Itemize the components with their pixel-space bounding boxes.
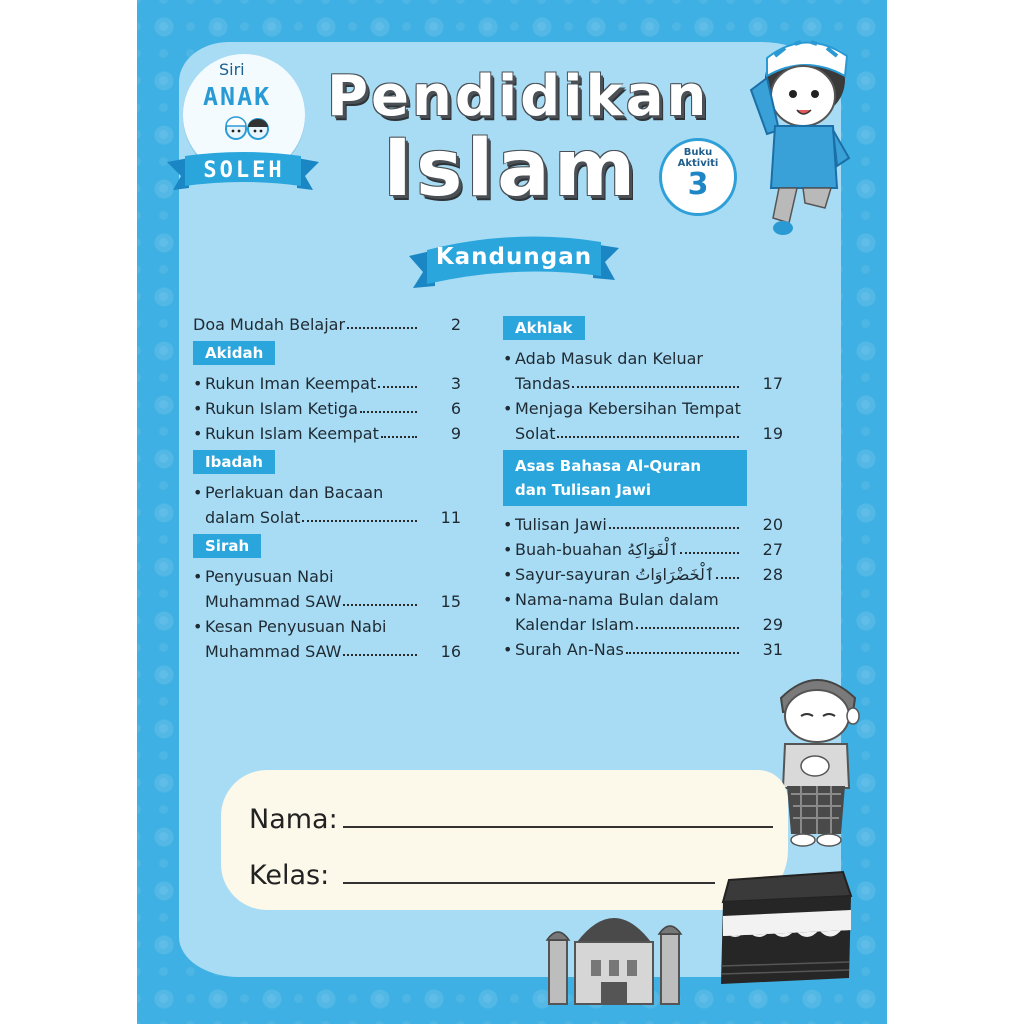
- toc-entry-title: Kalendar Islam: [515, 615, 634, 634]
- activity-book-badge: [659, 138, 737, 216]
- toc-heading-row: [193, 534, 463, 558]
- waving-boy-illustration: [745, 18, 865, 243]
- name-write-line[interactable]: [343, 826, 773, 828]
- toc-entry-line: [503, 537, 785, 562]
- dot-leader: [626, 652, 739, 654]
- toc-page-number: 11: [440, 508, 461, 527]
- toc-page-number: 29: [762, 615, 783, 634]
- toc-entry-line: [503, 637, 785, 662]
- toc-section-heading: Akhlak: [503, 316, 585, 340]
- series-logo: [167, 54, 322, 199]
- toc-entry-line: [193, 614, 463, 639]
- toc-entry-title: Penyusuan Nabi: [205, 567, 334, 586]
- toc-entry-line: [193, 639, 463, 664]
- toc-page-number: 27: [762, 540, 783, 559]
- contents-title: Kandungan: [435, 244, 593, 270]
- dot-leader: [343, 654, 417, 656]
- toc-heading-row: [503, 450, 785, 506]
- badge-number: 3: [687, 167, 709, 202]
- mosque-illustration: [539, 900, 689, 1010]
- badge-line-2: Aktiviti: [677, 158, 719, 169]
- bullet-icon: •: [193, 567, 203, 586]
- toc-heading-row: [193, 341, 463, 365]
- dot-leader: [557, 436, 739, 438]
- toc-page-number: 28: [762, 565, 783, 584]
- toc-heading-row: [193, 450, 463, 474]
- dot-leader: [572, 386, 739, 388]
- toc-entry-line: [193, 505, 463, 530]
- toc-entry-line: [193, 589, 463, 614]
- toc-entry-line: [503, 612, 785, 637]
- logo-soleh-text: SOLEH: [203, 158, 285, 183]
- toc-page-number: 9: [450, 424, 461, 443]
- logo-anak-text: ANAK: [203, 82, 272, 111]
- title-line-2: Islam: [383, 124, 640, 214]
- toc-entry-line: [193, 396, 463, 421]
- toc-entry-line: [503, 587, 785, 612]
- title-line-1: Pendidikan: [327, 64, 710, 129]
- toc-page-number: 15: [440, 592, 461, 611]
- bullet-icon: •: [193, 374, 203, 393]
- dot-leader: [381, 436, 417, 438]
- toc-entry-line: [503, 346, 785, 371]
- class-label: Kelas:: [249, 860, 330, 891]
- toc-entry-line: [503, 396, 785, 421]
- toc-right-column: [503, 312, 785, 662]
- toc-entry-title: Menjaga Kebersihan Tempat: [515, 399, 741, 418]
- toc-entry-line: [503, 512, 785, 537]
- bullet-icon: •: [503, 640, 513, 659]
- toc-entry-title: Doa Mudah Belajar: [193, 315, 346, 334]
- toc-section-heading: Ibadah: [193, 450, 275, 474]
- bullet-icon: •: [503, 540, 513, 559]
- toc-section-heading: Sirah: [193, 534, 261, 558]
- kaaba-illustration: [715, 866, 857, 996]
- toc-entry-line: [503, 421, 785, 446]
- toc-page-number: 31: [762, 640, 783, 659]
- toc-entry-line: [503, 562, 785, 587]
- toc-entry-title: Nama-nama Bulan dalam: [515, 590, 719, 609]
- toc-entry-title: Perlakuan dan Bacaan: [205, 483, 384, 502]
- badge-line-1: Buku: [683, 147, 713, 158]
- dot-leader: [302, 520, 417, 522]
- toc-page-number: 17: [762, 374, 783, 393]
- kids-faces-icon: [222, 114, 272, 142]
- toc-page-number: 20: [762, 515, 783, 534]
- toc-entry-line: [193, 371, 463, 396]
- name-label: Nama:: [249, 804, 338, 835]
- dot-leader: [680, 552, 739, 554]
- dot-leader: [360, 411, 417, 413]
- bullet-icon: •: [193, 399, 203, 418]
- class-write-line[interactable]: [343, 882, 715, 884]
- toc-page-number: 16: [440, 642, 461, 661]
- toc-entry-line: [193, 312, 463, 337]
- toc-entry-title: Buah-buahan ٱلْفَوَاكِهُ: [515, 540, 679, 559]
- toc-left-column: [193, 312, 463, 664]
- bullet-icon: •: [503, 590, 513, 609]
- logo-siri-text: Siri: [219, 60, 245, 79]
- toc-entry-title: Adab Masuk dan Keluar: [515, 349, 703, 368]
- toc-entry-title: Kesan Penyusuan Nabi: [205, 617, 387, 636]
- bullet-icon: •: [193, 424, 203, 443]
- toc-page-number: 3: [450, 374, 461, 393]
- dot-leader: [347, 327, 417, 329]
- dot-leader: [378, 386, 417, 388]
- bullet-icon: •: [193, 483, 203, 502]
- toc-heading-row: [503, 316, 785, 340]
- toc-entry-line: [193, 564, 463, 589]
- bullet-icon: •: [193, 617, 203, 636]
- toc-entry-title: dalam Solat: [205, 508, 301, 527]
- toc-entry-line: [193, 480, 463, 505]
- toc-entry-line: [193, 421, 463, 446]
- toc-section-heading: Akidah: [193, 341, 275, 365]
- bullet-icon: •: [503, 515, 513, 534]
- toc-entry-title: Rukun Iman Keempat: [205, 374, 377, 393]
- toc-page-number: 6: [450, 399, 461, 418]
- toc-entry-line: [503, 371, 785, 396]
- bullet-icon: •: [503, 399, 513, 418]
- toc-entry-title: Muhammad SAW: [205, 642, 342, 661]
- dot-leader: [636, 627, 739, 629]
- dot-leader: [609, 527, 739, 529]
- toc-entry-title: Tandas: [515, 374, 571, 393]
- toc-entry-title: Muhammad SAW: [205, 592, 342, 611]
- toc-section-heading: Asas Bahasa Al-Quran dan Tulisan Jawi: [503, 450, 747, 506]
- toc-entry-title: Rukun Islam Keempat: [205, 424, 379, 443]
- toc-page-number: 2: [450, 315, 461, 334]
- bullet-icon: •: [503, 349, 513, 368]
- bullet-icon: •: [503, 565, 513, 584]
- dot-leader: [343, 604, 417, 606]
- book-cover: [137, 0, 887, 1024]
- toc-page-number: 19: [762, 424, 783, 443]
- toc-entry-title: Surah An-Nas: [515, 640, 624, 659]
- dot-leader: [716, 577, 739, 579]
- toc-entry-title: Rukun Islam Ketiga: [205, 399, 358, 418]
- toc-entry-title: Tulisan Jawi: [515, 515, 607, 534]
- toc-entry-title: Solat: [515, 424, 556, 443]
- toc-entry-title: Sayur-sayuran ٱلْخَضْرَاوَاتُ: [515, 565, 715, 584]
